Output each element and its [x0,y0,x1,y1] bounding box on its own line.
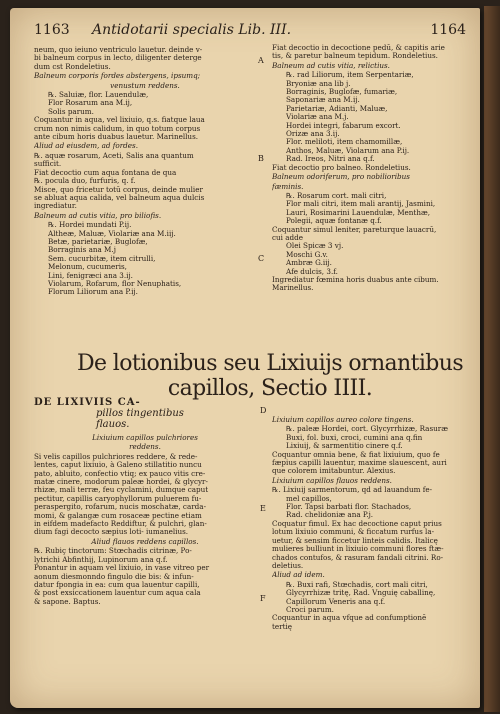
col4-line: lotum lixiuio communi, & ficcatum rurfus la- [272,528,435,537]
col3-line: pato, abluito, confectio vtiq; ex pauco vitis cre- [34,469,206,478]
col2-line: Coquantur simul leniter, pareturque lauacrū, [272,225,437,234]
col1-line: Borraginis ana M.j [48,246,116,255]
col4-line: mulieres bulliunt in lixiuio communi flores ftæ- [272,545,444,554]
col3-line: lytrichi Abfinthij, Lupinorum ana q.f. [34,555,168,564]
col2-line: Flor. meliloti, item chamomillæ, [286,138,403,147]
book-spine [484,6,500,712]
col3-line: datur fpongia in ea: cum qua lauentur capilli, [34,580,200,589]
col4-line: Buxi, fol. buxi, croci, cumini ana q.fin [286,433,423,442]
col4-line: Flor. Tapsi barbati flor. Stachados, [286,503,412,512]
col1-line: Flor Rosarum ana M.ij, [48,99,133,108]
section-heading-line1: De lotionibus seu Lixiuijs ornantibus [76,351,464,376]
col4-line: uetur, & sensim ficcetur linteis calidis. Italicę [272,536,438,545]
col3-line: pectitur, capillis caryophyllorum puluerem fu- [34,494,202,503]
col3-line: Ponantur in aquam vel lixiuio, in vase vitreo per [34,564,210,573]
col1-line: venustum reddens. [110,81,180,90]
col3-line: ℞. Rubiç tinctorum: Stœchadis citrinæ, Po- [34,547,192,556]
col4-line: fæpius capilli lauentur, maxime slauescent, auri [272,459,447,468]
section-heading [60,351,480,401]
col4-line: Coquantur in aqua vfque ad confumptionē [272,614,427,623]
col4-line: deletius. [272,561,304,570]
col2-line: tis, & paretur balneum tepidum. Rondeletius. [272,52,438,61]
col2-line: ℞. rad Liliorum, item Serpentariæ, [286,71,414,80]
col4-line: ℞. paleæ Hordei, cort. Glycyrrhizæ, Rasuræ [286,425,448,434]
col1-line: Lini, fenigræci ana 3.ij. [48,271,133,280]
col1-line: ℞. aquæ rosarum, Aceti, Salis ana quantum [34,151,194,160]
column-bottom-left [34,433,256,606]
col2-line: Hordei integri, fabarum excort. [286,121,401,130]
col2-line: Flor mali citri, item mali arantij, Jasmini, [286,200,436,209]
col2-line: Polegii, aquæ fontanæ q.f. [286,217,382,226]
col1-line: Sem. cucurbitæ, item citrulli, [48,254,156,263]
col4-line: Lixiuium capillos flauos reddens. [272,476,392,485]
col2-line: Rad. Ireos, Nitri ana q.f. [286,155,375,164]
col1-line: Betæ, parietariæ, Buglofæ, [48,237,148,246]
col1-line: dum cst Rondeletius. [34,62,111,71]
col1-line: Solis parum. [48,107,94,116]
col2-line: Parietariæ, Adianti, Maluæ, [286,104,388,113]
col4-line: Capillorum Veneris ana q.f. [286,597,386,606]
col2-line: ℞. Rosarum cort. mali citri, [286,191,387,200]
col2-line: Balneum odoriferum, pro nobilioribus [272,173,410,182]
col4-line: Lixiuij, & sarmentitio cinere q.f. [286,442,403,451]
margin-mark-c: C [258,254,265,263]
col2-line: Orizæ ana 3.ij. [286,130,340,139]
col1-line: Violarum, Rofarum, flor Nenuphatis, [48,279,182,288]
col1-line: Coquantur in aqua, vel lixiuio, q.s. fiatque laua [34,116,205,125]
chapter-subtitle-1: pillos tingentibus [96,408,184,419]
col2-line: Saponariæ ana M.ij. [286,96,360,105]
col3-line: Aliud flauos reddens capillos. [91,537,199,546]
col4-line: ℞. Lixiuij sarmentorum, qd ad lauandum fe- [272,486,433,495]
col2-line: cui adde [272,233,303,242]
col1-line: neum, quo ieiuno ventriculo lauetur. deinde v- [34,46,203,54]
col2-line: Moschi G.v. [286,250,328,259]
col2-line: Borraginis, Buglofæ, fumariæ, [286,88,398,97]
running-title: Antidotarii specialis Lib. III. [92,22,292,38]
col1-line: se abluat aqua calida, vel balneum aqua dulcis [34,193,205,202]
column-bottom-right [272,415,472,631]
chapter-subtitle-2: flauos. [96,419,130,430]
col4-line: tertię [272,622,293,631]
col4-line: Aliud ad idem. [272,571,325,580]
col1-line: Balneum corporis fordes abstergens, ipsumq; [34,72,201,81]
col3-line: reddens. [129,443,161,452]
col1-line: sufficit. [34,160,62,169]
col1-line: Melonum, cucumeris, [48,263,127,272]
col3-line: & post exsiccationem lauentur cum aqua cala [34,589,201,598]
page-number-left: 1163 [34,22,70,38]
col4-line: Coquatur fimul. Ex hac decoctione caput prius [272,519,442,528]
section-heading-line2: capillos, Sectio IIII. [167,376,373,401]
col2-line: fæminis. [272,182,304,191]
col3-line: peraspergito, rofarum, nucis moschatæ, carda- [34,503,206,512]
col3-line: rhizæ, mali terræ, feu cyclamini, dumque caput [34,486,209,495]
col2-line: Ambræ G.iij. [286,259,332,268]
col1-line: ante cibum horis duabus lauetur. Marinellus. [34,133,199,142]
col3-line: lentes, caput lixiuio, à Galeno stillatitio nuncu [34,461,202,470]
col2-line: Olei Spicæ 3 vj. [286,242,344,251]
col2-line: Afe dulcis, 3.f. [286,267,338,276]
column-top-left [34,46,256,297]
col4-line: Lixiuium capillos aureo colore tingens. [272,416,414,424]
book-page [10,8,480,708]
col2-line: Marinellus. [272,284,314,293]
col3-line: & sapone. Baptus. [34,597,101,606]
col1-line: Fiat decoctio cum aqua fontana de qua [34,168,177,177]
col1-line: ℞. pocula duo, furfuris, q. f. [34,177,136,186]
col2-line: Ingrediatur fœmina horis duabus ante cibum. [272,275,439,284]
col3-line: dium fagi decocto sæpius loti- iumanelius. [34,528,189,537]
col2-line: Balneum ad cutis vitia, relictius. [272,61,390,70]
col3-line: aonum diesmonndo fingulo die bis: & infun- [34,572,194,581]
col4-line: Rad. chelidoniæ ana P.j. [286,511,374,520]
col4-line: Croci parum. [286,605,334,614]
col1-line: ℞. Hordei mundati P.ij. [48,221,132,230]
col2-line: Bryoniæ ana lib j. [286,79,351,88]
col1-line: crum non nimis calidum, in quo totum corpus [34,124,201,133]
col3-line: Si velis capillos pulchriores reddere, & rede- [34,452,198,461]
col1-line: Florum Liliorum ana P.ij. [48,288,138,297]
col4-line: chados contufos, & rasuram fandali citrini. Ro- [272,553,444,562]
col2-line: Fiat decoctio in decoctione pedū, & capitis arie [272,44,445,52]
col3-line: momi, & galangæ cum rosaceæ pectine etiam [34,511,202,520]
margin-mark-d: D [260,406,267,415]
col4-line: ℞. Buxi rafi, Stœchadis, cort mali citri, [286,580,428,589]
chapter-heading [34,397,258,430]
col1-line: ℞. Saluiæ, flor. Lauendulæ, [48,91,149,100]
chapter-title: DE LIXIVIIS CA- [34,397,141,408]
col4-line: mel capillos, [286,494,332,503]
col1-line: ingrediatur. [34,202,77,211]
column-top-right [272,44,472,293]
col1-line: bi balneum corpus in lecto, diligenter deterge [34,54,202,63]
col3-line: Lixiuium capillos pulchriores [92,434,198,442]
col4-line: Coquantur omnia bene, & fiat lixiuium, quo fe [272,450,440,459]
col2-line: Fiat decoctio pro balneo. Rondeletius. [272,163,411,172]
col2-line: Lauri, Rosimarini Lauendulæ, Menthæ, [286,208,430,217]
margin-mark-f: F [260,594,266,603]
margin-mark-e: E [260,504,266,513]
page-number-right: 1164 [430,22,466,38]
col1-line: Altheæ, Maluæ, Violariæ ana M.iij. [48,229,176,238]
col4-line: Glycyrrhizæ tritę, Rad. Vnguię caballinę, [286,589,436,598]
col2-line: Anthos, Maluæ, Violarum ana P.ij. [286,146,410,155]
col1-line: Aliud ad eiusdem, ad fordes. [34,142,139,151]
page-header [34,22,470,44]
col1-line: Misce, quo fricetur totū corpus, deinde mulier [34,185,203,194]
col3-line: matæ cinere, modorum paleæ hordei, & glycyr- [34,478,208,487]
margin-mark-a: A [258,56,264,65]
col1-line: Balneum ad cutis vitia, pro biliofis. [34,211,162,220]
col2-line: Violariæ ana M.j. [286,113,349,122]
col4-line: que colorem imitabuntur. Alexius. [272,467,396,476]
col3-line: in eifdem madefacto Reddiftur, & pulchri, glan- [34,520,207,529]
margin-mark-b: B [258,154,264,163]
